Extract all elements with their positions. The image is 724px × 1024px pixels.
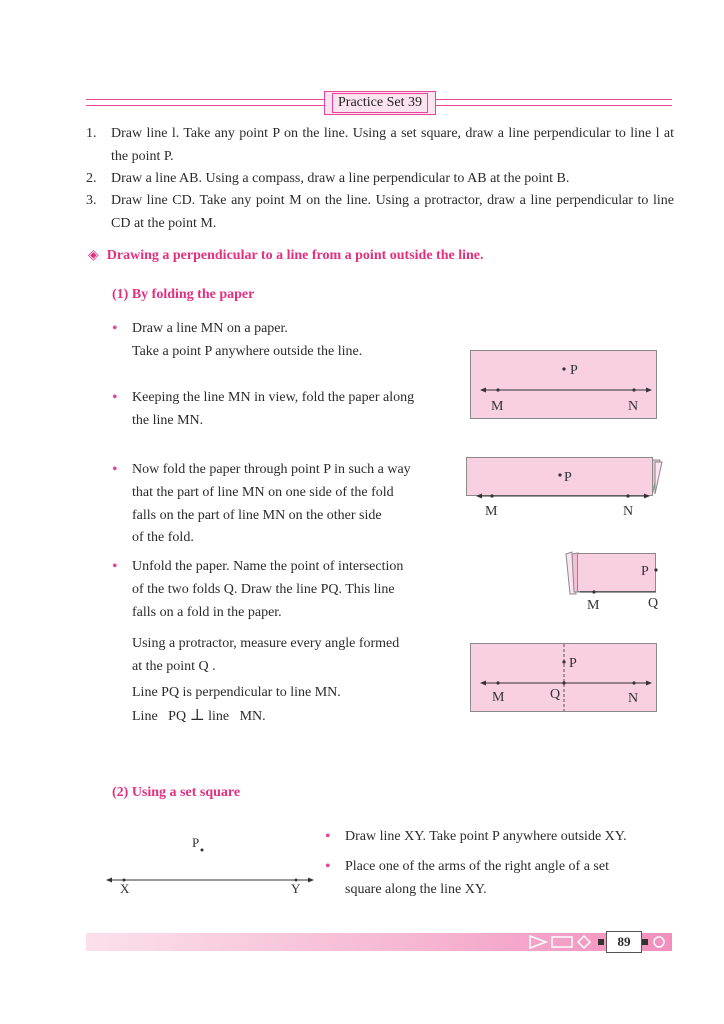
label-m: M [587, 598, 600, 613]
footer-shapes-icon [526, 933, 606, 951]
method1-conclusion [132, 633, 399, 729]
point-n-dot [632, 388, 635, 391]
label-q: Q [550, 687, 561, 702]
question-text: Draw line CD. Take any point M on the line. Using a protractor, draw a line perpendicular to line CD at the point M. [111, 193, 674, 231]
bullet-line: Draw line XY. Take point P anywhere outside XY. [345, 829, 627, 844]
label-n: N [623, 504, 634, 519]
bullet-dot-icon: • [112, 320, 118, 337]
bullet-line: Draw a line MN on a paper. [132, 321, 288, 336]
label-m: M [492, 690, 505, 705]
bullet-line: of the two folds Q. Draw the line PQ. This line [132, 581, 395, 597]
figure-paper-unfolded-pq [470, 643, 660, 715]
conclusion-line: at the point Q . [132, 658, 216, 674]
bullet-line: Place one of the arms of the right angle of a set [345, 859, 609, 874]
point-p-dot [201, 849, 204, 852]
question-text: Draw line l. Take any point P on the line. Using a set square, draw a line perpendicular to line l at the point P. [111, 126, 674, 164]
point-p-dot [562, 660, 565, 663]
question-3 [86, 190, 674, 235]
bullet-line: square along the line XY. [345, 881, 487, 897]
label-y: Y [291, 881, 301, 896]
section-heading-text: Drawing a perpendicular to a line from a point outside the line. [106, 248, 484, 263]
conclusion-line: Using a protractor, measure every angle formed [132, 636, 400, 651]
bullet-line: falls on the part of line MN on the other side [132, 507, 382, 523]
label-p: P [570, 363, 578, 378]
perpendicular-icon: ⊥ [189, 707, 205, 725]
bullet-line: the line MN. [132, 412, 204, 428]
bullet-line: Now fold the paper through point P in such a way [132, 462, 411, 477]
method2-bullet-2 [325, 856, 609, 902]
label-q: Q [648, 596, 659, 611]
bullet-line: Keeping the line MN in view, fold the paper along [132, 390, 415, 405]
point-p-dot [562, 367, 565, 370]
bullet-line: Take a point P anywhere outside the line. [132, 343, 363, 359]
point-n-dot [626, 494, 629, 497]
label-x: X [120, 881, 130, 896]
figure-paper-line-mn [470, 350, 660, 422]
question-number: 3. [86, 193, 97, 208]
practice-set-title: Practice Set 39 [332, 93, 428, 113]
method1-bullet-1 [112, 318, 362, 364]
bullet-line: that the part of line MN on one side of the fold [132, 484, 394, 500]
label-m: M [485, 504, 498, 519]
footer-circle-icon [642, 933, 670, 951]
diamond-bullet-icon: ◈ [88, 248, 99, 263]
method2-heading: (2) Using a set square [112, 785, 241, 800]
perpendicular-statement: Line PQ ⊥ line MN. [132, 707, 266, 725]
method1-bullet-3 [112, 459, 411, 550]
label-p: P [564, 470, 572, 485]
label-p: P [641, 564, 649, 579]
bullet-line: Unfold the paper. Name the point of intersection [132, 559, 404, 574]
point-q-dot [562, 681, 565, 684]
point-n-dot [632, 681, 635, 684]
point-m-dot [592, 590, 595, 593]
label-p: P [192, 835, 200, 850]
bullet-dot-icon: • [325, 828, 331, 845]
header-rule-bottom-left [86, 105, 324, 106]
conclusion-line: Line PQ is perpendicular to line MN. [132, 684, 341, 700]
question-2 [86, 168, 674, 191]
point-m-dot [490, 494, 493, 497]
bullet-line: of the fold. [132, 530, 194, 546]
method1-bullet-2 [112, 387, 414, 433]
method1-heading: (1) By folding the paper [112, 287, 255, 302]
label-n: N [628, 399, 639, 414]
question-number: 2. [86, 171, 97, 186]
label-p: P [569, 656, 577, 671]
arrow-left-icon [106, 878, 112, 883]
bullet-line: falls on a fold in the paper. [132, 604, 282, 620]
bullet-dot-icon: • [112, 389, 118, 406]
figure-line-xy [100, 830, 320, 900]
page-number: 89 [606, 931, 642, 953]
point-p-dot [558, 473, 561, 476]
header-rule-top-left [86, 99, 324, 100]
header-rule-bottom-right [436, 105, 672, 106]
arrow-right-icon [308, 878, 314, 883]
header-rule-top-right [436, 99, 672, 100]
figure-paper-folded-mn [466, 456, 664, 522]
label-n: N [628, 691, 639, 706]
question-number: 1. [86, 126, 97, 141]
bullet-dot-icon: • [325, 858, 331, 875]
question-text: Draw a line AB. Using a compass, draw a line perpendicular to AB at the point B. [111, 171, 570, 186]
fold-edge-back [655, 462, 662, 494]
bullet-dot-icon: • [112, 558, 118, 575]
bullet-dot-icon: • [112, 461, 118, 478]
practice-set-title-box [324, 91, 436, 115]
question-1 [86, 123, 674, 168]
point-m-dot [496, 388, 499, 391]
point-m-dot [496, 681, 499, 684]
method2-bullet-1 [325, 826, 627, 849]
point-p-dot [654, 568, 657, 571]
method1-bullet-4 [112, 556, 403, 624]
figure-paper-folded-p [562, 550, 666, 614]
section-heading [88, 247, 484, 264]
label-m: M [491, 399, 504, 414]
